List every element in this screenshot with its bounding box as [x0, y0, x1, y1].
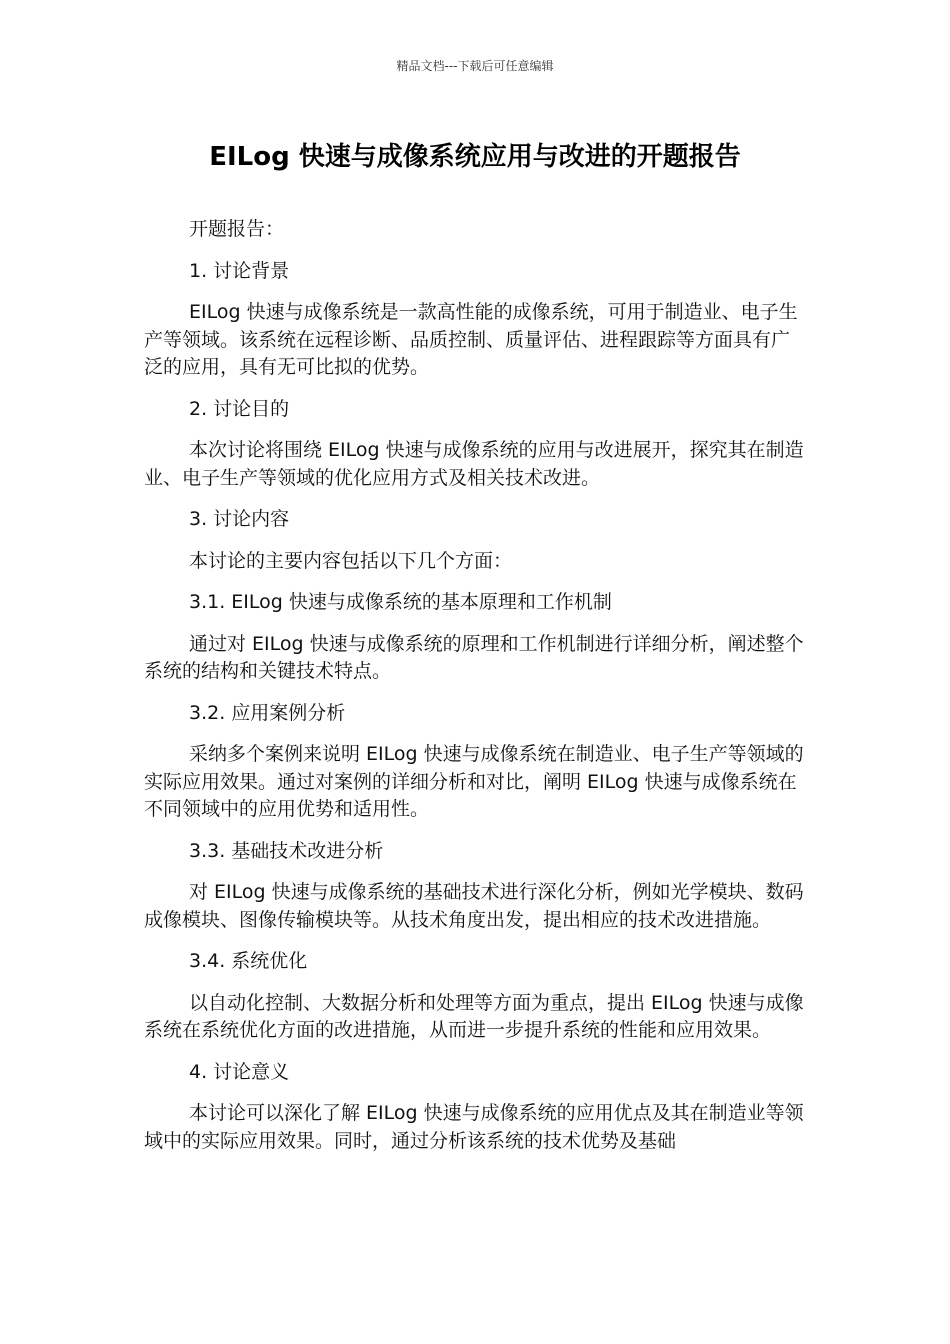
heading-principle: 3.1. EILog 快速与成像系统的基本原理和工作机制	[189, 591, 612, 613]
document-title: EILog 快速与成像系统应用与改进的开题报告	[209, 142, 741, 172]
heading-tech-improvement: 3.3. 基础技术改进分析	[189, 839, 384, 862]
paragraph-significance: 本讨论可以深化了解 EILog 快速与成像系统的应用优点及其在制造业等领域中的实际应用效果。同时，通过分析该系统的技术优势及基础	[144, 1102, 804, 1152]
heading-significance: 4. 讨论意义	[189, 1060, 290, 1083]
paragraph-purpose: 本次讨论将围绕 EILog 快速与成像系统的应用与改进展开，探究其在制造业、电子生产等领域的优化应用方式及相关技术改进。	[144, 439, 804, 489]
heading-system-optimization: 3.4. 系统优化	[189, 950, 308, 972]
heading-content: 3. 讨论内容	[189, 508, 290, 530]
paragraph-principle: 通过对 EILog 快速与成像系统的原理和工作机制进行详细分析，阐述整个系统的结构和关键技术特点。	[144, 632, 804, 682]
paragraph-report-label: 开题报告：	[189, 218, 285, 240]
paragraph-case-analysis: 采纳多个案例来说明 EILog 快速与成像系统在制造业、电子生产等领域的实际应用效果。通过对案例的详细分析和对比，阐明 EILog 快速与成像系统在不同领域中的应用优势和适用性。	[144, 743, 804, 820]
paragraph-content-intro: 本讨论的主要内容包括以下几个方面：	[189, 549, 513, 572]
page-header: 精品文档---下载后可任意编辑	[396, 59, 554, 73]
paragraph-background: EILog 快速与成像系统是一款高性能的成像系统，可用于制造业、电子生产等领域。该系统在远程诊断、品质控制、质量评估、进程跟踪等方面具有广泛的应用，具有无可比拟的优势。	[144, 301, 798, 378]
heading-background: 1. 讨论背景	[189, 259, 290, 282]
heading-case-analysis: 3.2. 应用案例分析	[189, 701, 346, 724]
paragraph-tech-improvement: 对 EILog 快速与成像系统的基础技术进行深化分析，例如光学模块、数码成像模块、图像传输模块等。从技术角度出发，提出相应的技术改进措施。	[144, 881, 804, 931]
heading-purpose: 2. 讨论目的	[189, 397, 290, 420]
document-body	[144, 216, 804, 1155]
paragraph-system-optimization: 以自动化控制、大数据分析和处理等方面为重点，提出 EILog 快速与成像系统在系统优化方面的改进措施，从而进一步提升系统的性能和应用效果。	[144, 991, 804, 1041]
